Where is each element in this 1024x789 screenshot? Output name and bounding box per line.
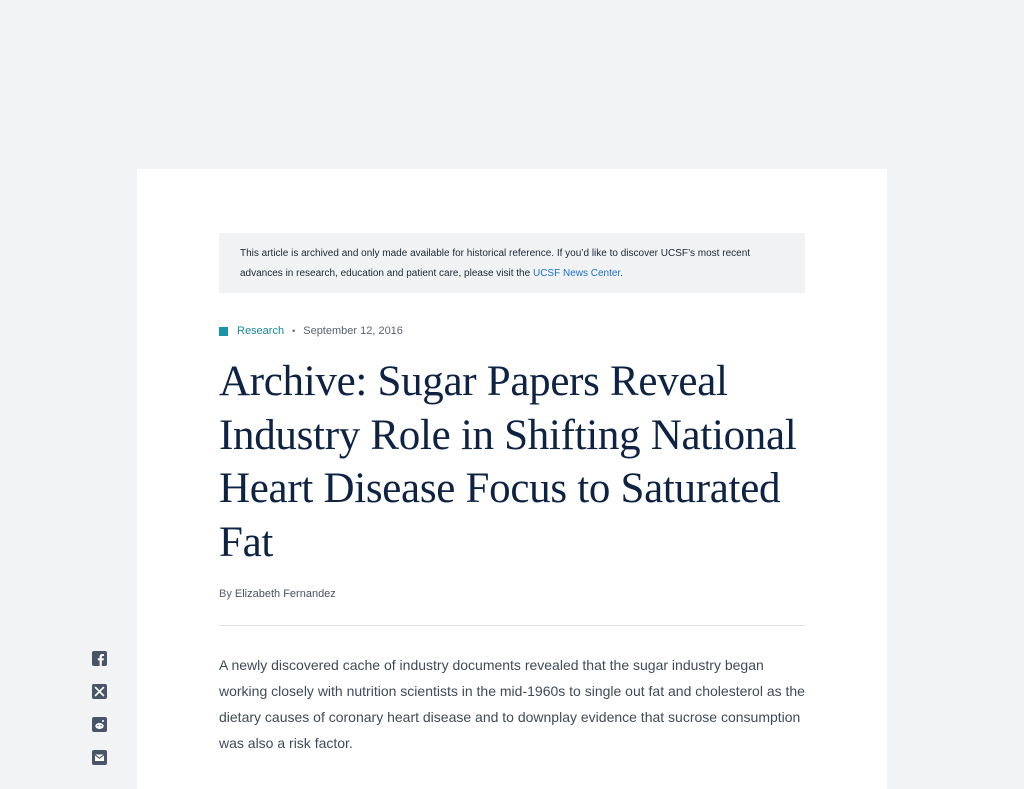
email-icon[interactable] xyxy=(92,750,107,765)
share-bar xyxy=(92,651,107,765)
news-center-link[interactable]: UCSF News Center xyxy=(532,267,621,279)
category-square-icon xyxy=(219,327,228,336)
byline-prefix: By xyxy=(219,588,235,600)
x-icon[interactable] xyxy=(92,684,107,699)
reddit-icon[interactable] xyxy=(92,717,107,732)
byline xyxy=(219,588,805,600)
category-link[interactable]: Research xyxy=(237,325,285,337)
meta-separator: • xyxy=(292,326,296,336)
article-card xyxy=(137,169,887,789)
archive-notice-text: This article is archived and only made available for historical reference. If you’d like to discover UCSF’s most recent advances in research, education and patient care, please visit the xyxy=(240,248,751,279)
facebook-icon[interactable] xyxy=(92,651,107,666)
archive-notice xyxy=(219,233,805,293)
divider xyxy=(219,625,805,626)
archive-notice-suffix: . xyxy=(620,267,623,279)
article-meta xyxy=(219,325,805,337)
article-title: Archive: Sugar Papers Reveal Industry Role in Shifting National Heart Disease Focus to Saturated Fat xyxy=(219,358,797,566)
article-lede: A newly discovered cache of industry documents revealed that the sugar industry began working closely with nutrition scientists in the mid-1960s to single out fat and cholesterol as the dietary causes of coronary heart disease and to downplay evidence that sucrose consumption was also a risk factor. xyxy=(219,657,805,751)
publish-date: September 12, 2016 xyxy=(303,325,403,337)
author-name: Elizabeth Fernandez xyxy=(234,588,336,600)
article-content xyxy=(219,233,805,756)
